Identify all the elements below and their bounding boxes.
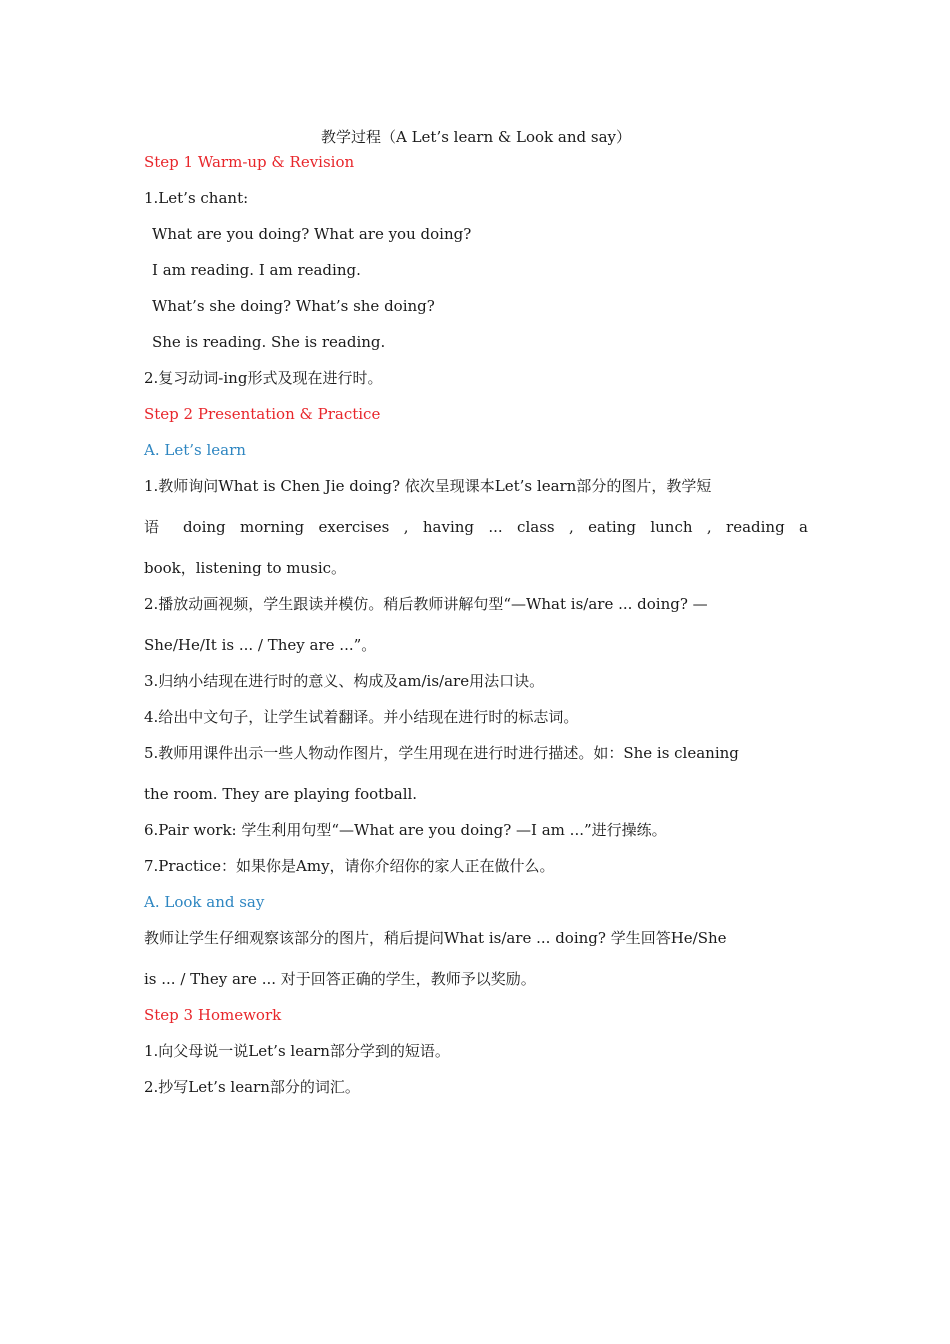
chant-line-2: I am reading. I am reading.	[152, 261, 361, 279]
look-and-say-line-2: is ... / They are ... 对于回答正确的学生，教师予以奖励。	[144, 970, 536, 988]
step1-item-2: 2.复习动词-ing形式及现在进行时。	[144, 369, 383, 387]
step2-item-5-line-1: 5.教师用课件出示一些人物动作图片，学生用现在进行时进行描述。如：She is cleaning	[144, 744, 739, 762]
step2-item-3: 3.归纳小结现在进行时的意义、构成及am/is/are用法口诀。	[144, 672, 545, 690]
step2-heading: Step 2 Presentation & Practice	[144, 405, 381, 423]
step3-item-2: 2.抄写Let’s learn部分的词汇。	[144, 1078, 360, 1096]
step3-heading: Step 3 Homework	[144, 1006, 282, 1024]
look-and-say-line-1: 教师让学生仔细观察该部分的图片，稍后提问What is/are ... doing? 学生回答He/She	[144, 929, 727, 947]
step2-item-2-line-1: 2.播放动画视频，学生跟读并模仿。稍后教师讲解句型“—What is/are ... doing? —	[144, 595, 708, 613]
step2-item-1-line-3: book，listening to music。	[144, 559, 347, 577]
step2-item-7: 7.Practice：如果你是Amy，请你介绍你的家人正在做什么。	[144, 857, 555, 875]
look-and-say-subheading: A. Look and say	[144, 893, 265, 911]
chant-line-1: What are you doing? What are you doing?	[152, 225, 472, 243]
page-title: 教学过程（A Let’s learn & Look and say）	[320, 128, 631, 146]
lets-learn-subheading: A. Let’s learn	[144, 441, 246, 459]
step1-heading: Step 1 Warm-up & Revision	[144, 153, 355, 171]
step3-item-1: 1.向父母说一说Let’s learn部分学到的短语。	[144, 1042, 450, 1060]
step2-item-5-line-2: the room. They are playing football.	[144, 785, 418, 803]
chant-line-4: She is reading. She is reading.	[152, 333, 386, 351]
step2-item-2-line-2: She/He/It is ... / They are ...”。	[144, 636, 377, 654]
step2-item-1-line-1: 1.教师询问What is Chen Jie doing? 依次呈现课本Let’s learn部分的图片，教学短	[144, 477, 712, 495]
step2-item-6: 6.Pair work: 学生利用句型“—What are you doing? —I am ...”进行操练。	[144, 821, 667, 839]
step2-item-4: 4.给出中文句子，让学生试着翻译。并小结现在进行时的标志词。	[144, 708, 579, 726]
chant-line-3: What’s she doing? What’s she doing?	[152, 297, 435, 315]
step2-item-1-line-2: 语 doing morning exercises , having ... class , eating lunch , reading a	[144, 518, 808, 536]
chant-label: 1.Let’s chant:	[144, 189, 249, 207]
